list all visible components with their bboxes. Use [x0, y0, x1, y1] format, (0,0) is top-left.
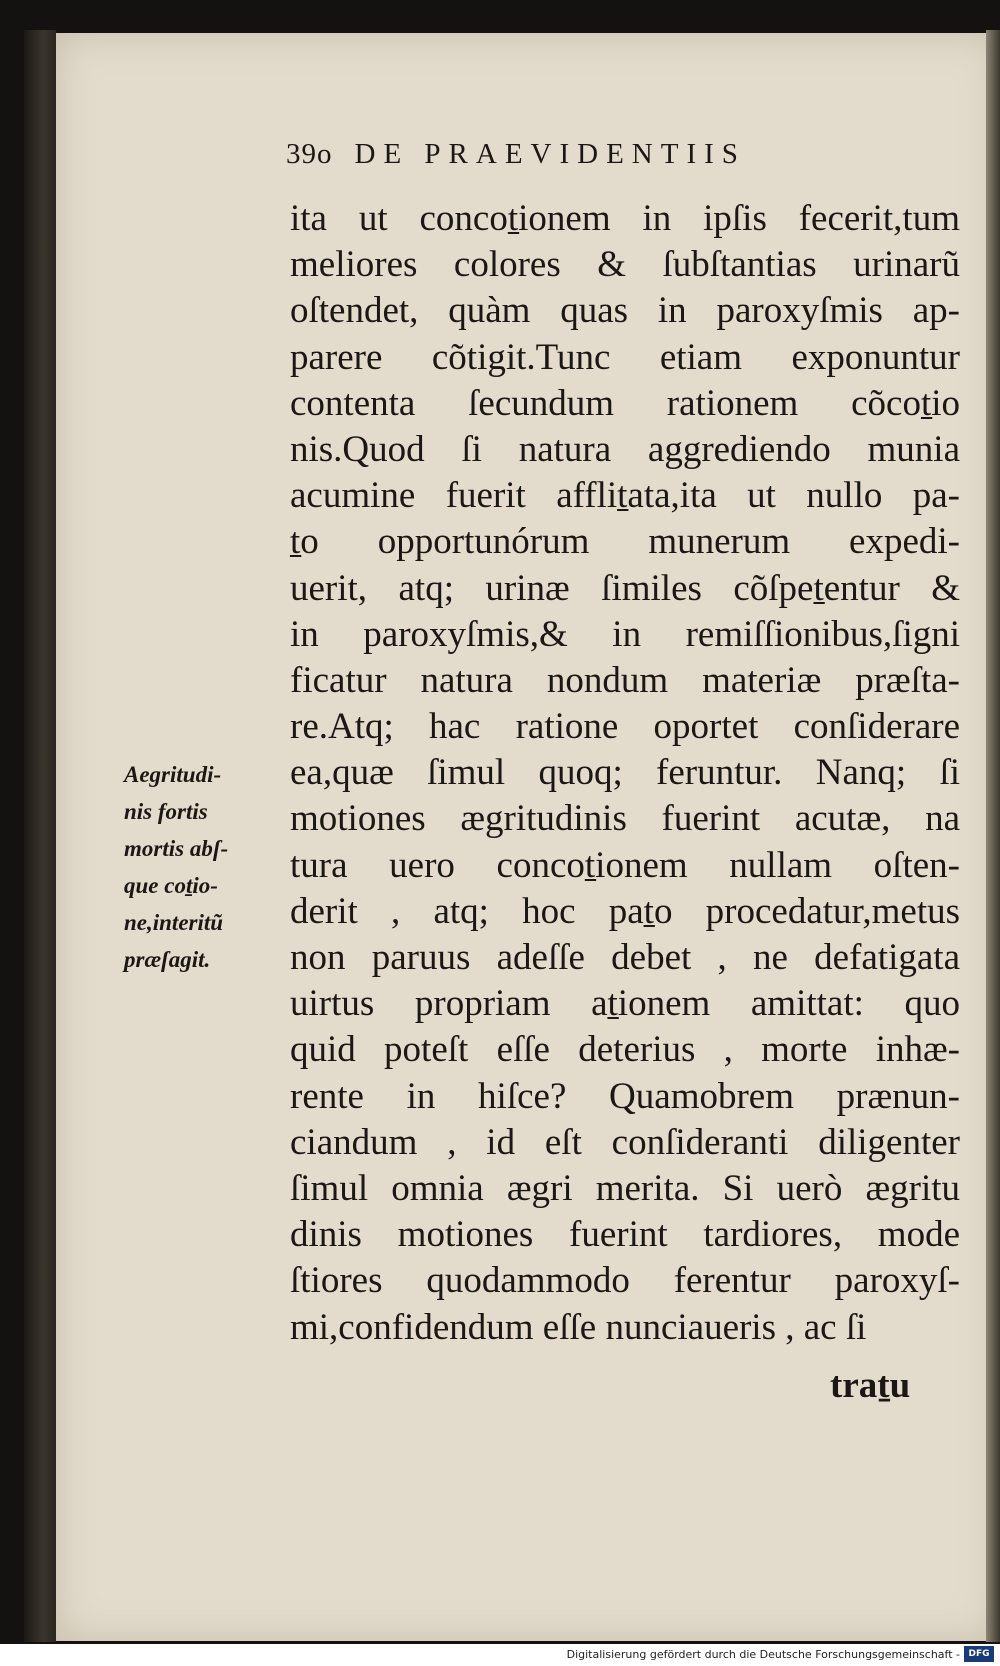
- text-line: mi,confidendum eſſe nunciaueris , ac ſi: [290, 1306, 867, 1348]
- text-line: dinis motiones fuerint tardiores, mode: [290, 1214, 960, 1256]
- page-number: 39o: [286, 138, 333, 170]
- text-line: contenta ſecundum rationem cõcoṯio: [290, 382, 960, 424]
- text-line: rente in hiſce? Quamobrem prænun-: [290, 1075, 960, 1117]
- text-line: meliores colores & ſubſtantias urinarũ: [290, 244, 960, 286]
- text-line: ſimul omnia ægri merita. Si uerò ægritu: [290, 1167, 960, 1209]
- page-edge-left: [24, 30, 56, 1642]
- dfg-logo: DFG: [964, 1646, 994, 1662]
- text-line: ſtiores quodammodo ferentur paroxyſ-: [290, 1260, 960, 1302]
- page-edge-right: [986, 30, 1000, 1642]
- marginal-note-line: mortis abſ-: [124, 836, 229, 861]
- text-line: non paruus adeſſe debet , ne defatigata: [290, 937, 960, 978]
- marginal-note-line: que coṯio-: [124, 873, 218, 898]
- text-line: quid poteſt eſſe deterius , morte inhæ-: [290, 1029, 960, 1071]
- text-line: uerit, atq; urinæ ſimiles cõſpeṯentur &: [290, 567, 960, 609]
- body-text: [290, 196, 970, 1351]
- marginal-note-line: nis fortis: [124, 799, 208, 824]
- text-line: ita ut concoṯionem in ipſis fecerit,tum: [290, 198, 960, 239]
- text-line: derit , atq; hoc paṯo procedatur,metus: [290, 890, 960, 932]
- marginal-note-line: præſagit.: [124, 947, 211, 972]
- text-line: acumine fuerit affliṯata,ita ut nullo pa-: [290, 475, 960, 517]
- text-line: ficatur natura nondum materiæ præſta-: [290, 659, 960, 701]
- text-line: tura uero concoṯionem nullam oſten-: [290, 844, 960, 886]
- running-head: [286, 138, 886, 178]
- text-line: uirtus propriam aṯionem amittat: quo: [290, 983, 960, 1025]
- running-title: DE PRAEVIDENTIIS: [354, 138, 746, 170]
- text-line: oſtendet, quàm quas in paroxyſmis ap-: [290, 290, 960, 332]
- text-line: re.Atq; hac ratione oportet conſiderare: [290, 706, 960, 748]
- text-line: in paroxyſmis,& in remiſſionibus,ſigni: [290, 613, 960, 655]
- text-line: ṯo opportunórum munerum expedi-: [290, 521, 960, 563]
- text-line: parere cõtigit.Tunc etiam exponuntur: [290, 336, 960, 378]
- text-line: motiones ægritudinis fuerint acutæ, na: [290, 798, 960, 840]
- marginal-note-line: ne,interitũ: [124, 910, 224, 935]
- marginal-note-line: Aegritudi-: [124, 762, 222, 787]
- text-line: nis.Quod ſi natura aggrediendo munia: [290, 428, 960, 470]
- text-line: ciandum , id eſt conſideranti diligenter: [290, 1121, 960, 1163]
- text-line: ea,quæ ſimul quoq; feruntur. Nanq; ſi: [290, 752, 960, 794]
- marginal-note: [124, 756, 284, 978]
- catchword: traṯu: [830, 1365, 911, 1406]
- digitization-credit: Digitalisierung gefördert durch die Deutsche Forschungsgemeinschaft -: [566, 1648, 960, 1661]
